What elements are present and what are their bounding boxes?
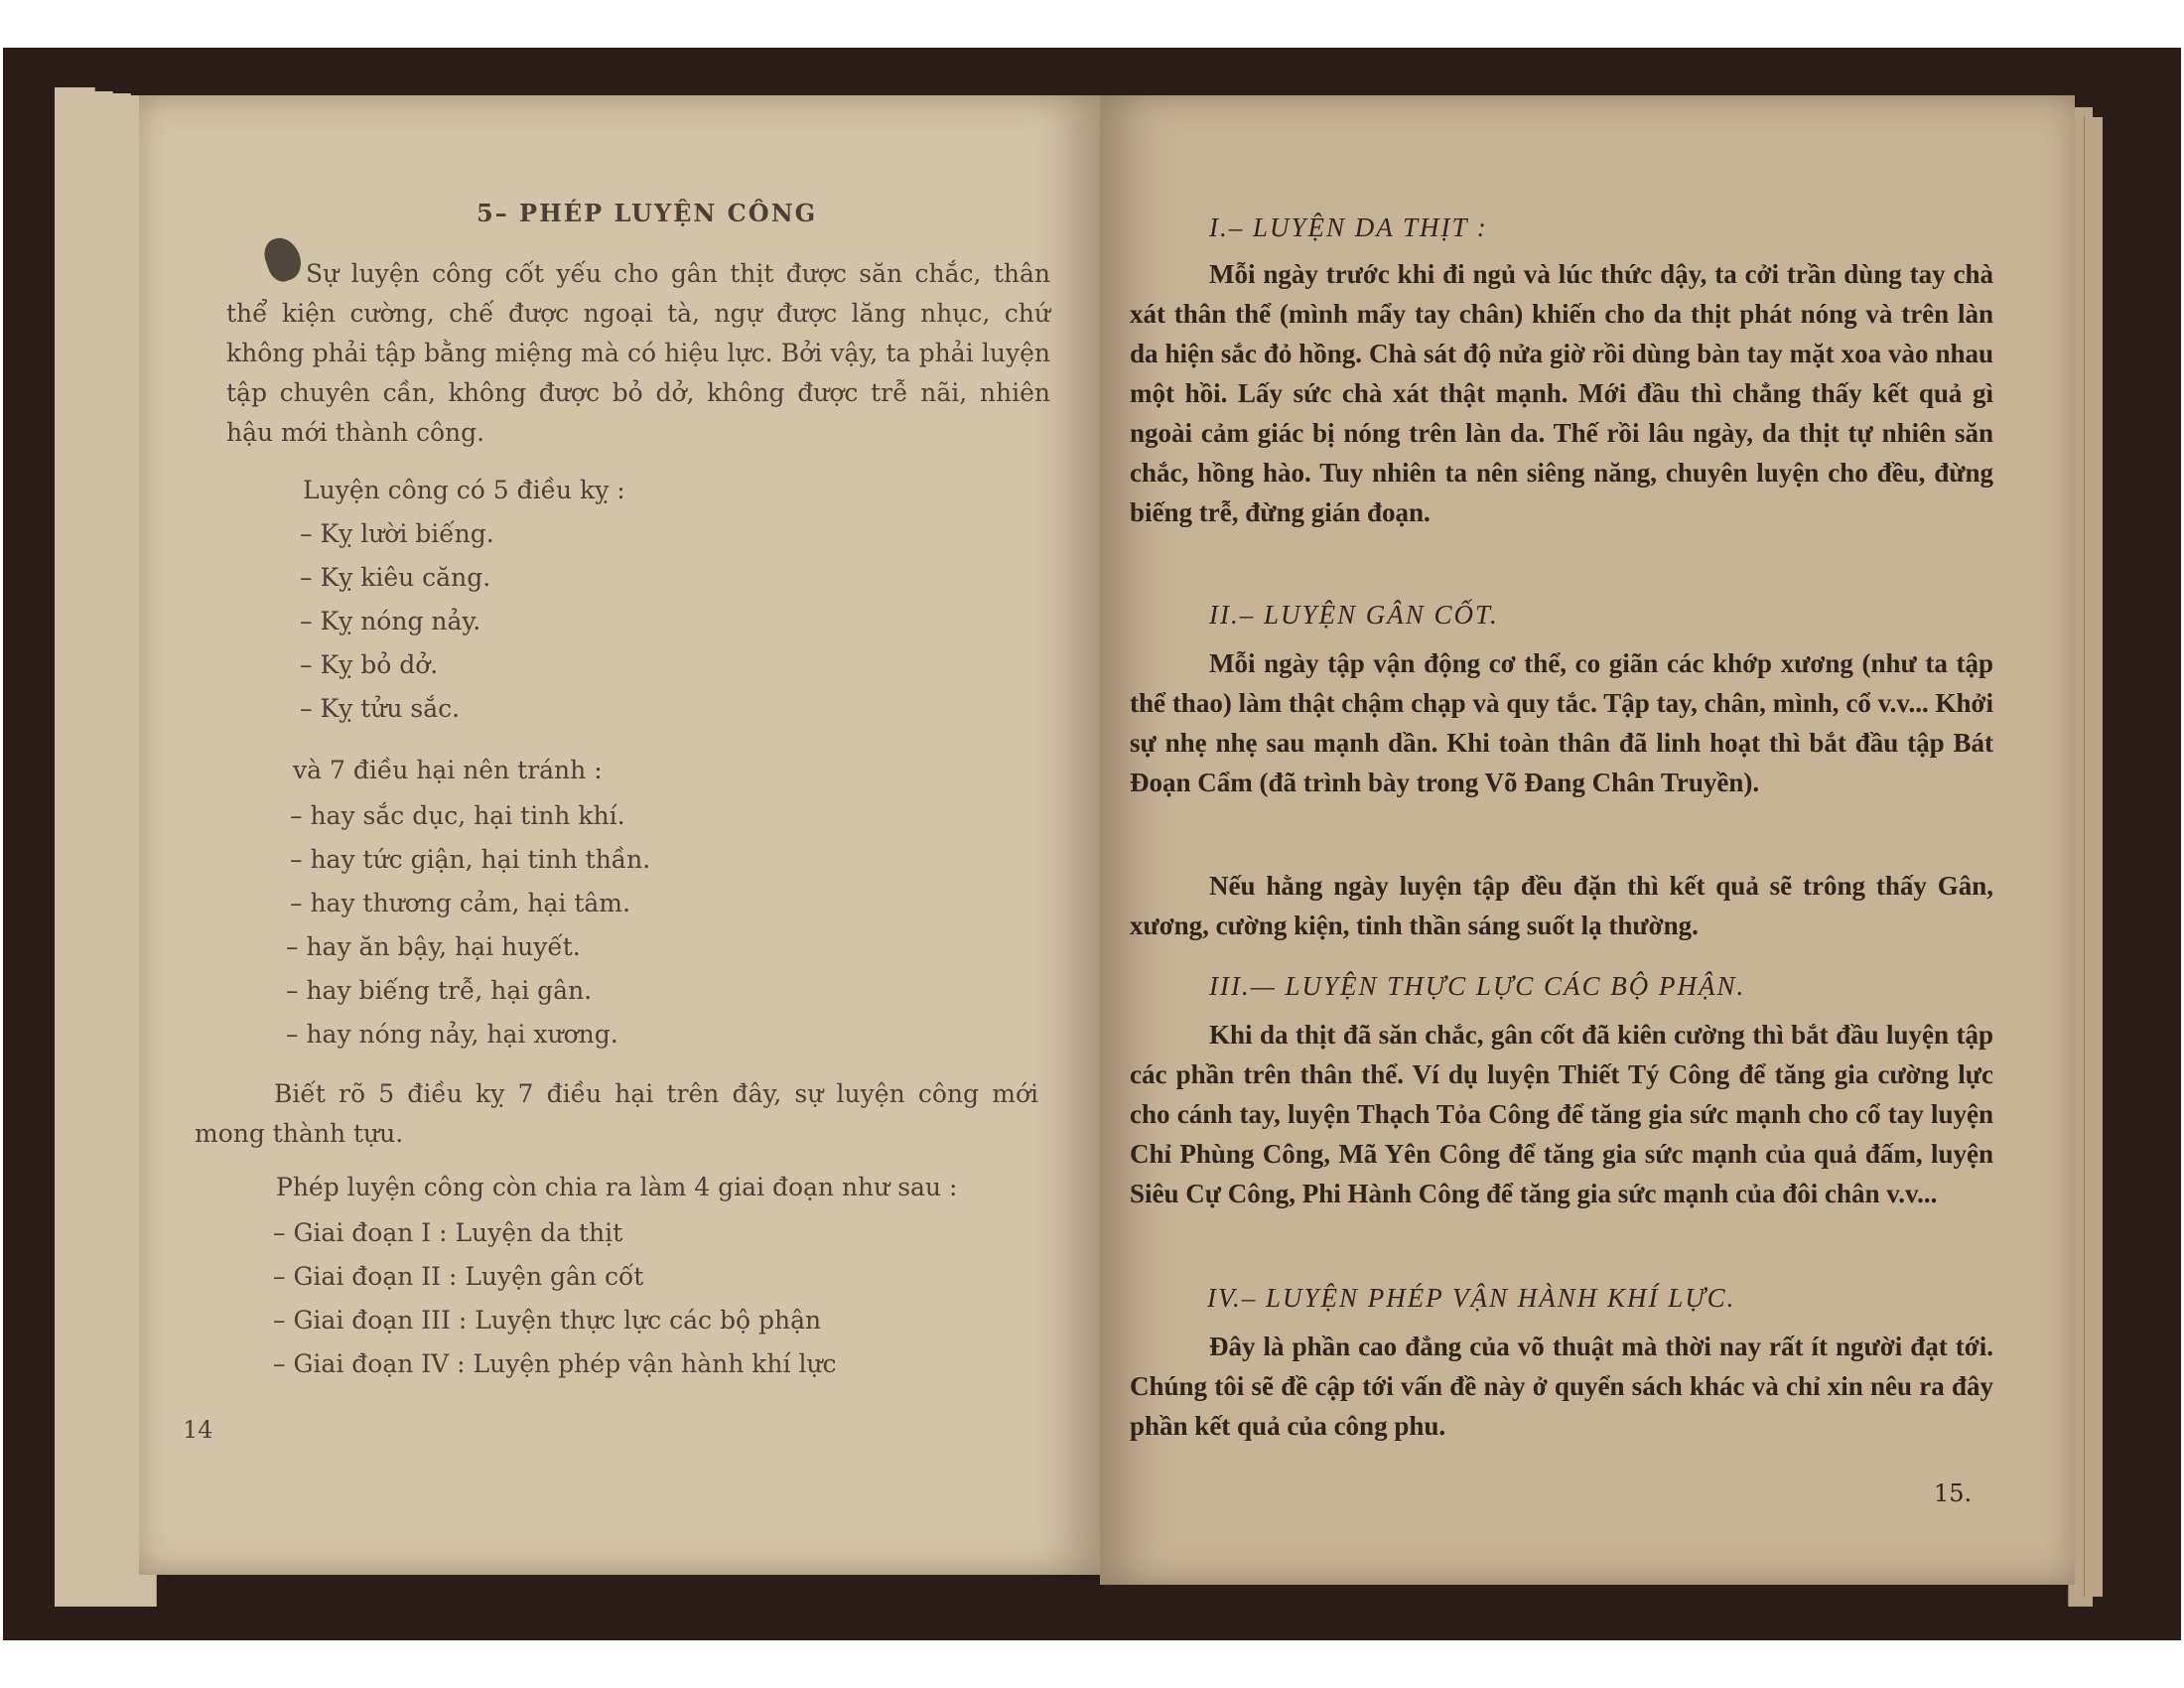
ky-item: – Kỵ nóng nảy. [300,607,481,635]
hai-item: – hay ăn bậy, hại huyết. [286,932,581,961]
page-number: 15. [1934,1479,1973,1507]
section-4-text: Đây là phần cao đẳng của võ thuật mà thời nay rất ít người đạt tới. Chúng tôi sẽ đề cập tới vấn đề này ở quyển sách khác và chỉ xin nêu ra đây phần kết quả của công phu. [1130,1332,1993,1441]
hai-item: – hay tức giận, hại tinh thần. [290,845,651,874]
ky-item: – Kỵ tửu sắc. [300,694,461,723]
ky-intro: Luyện công có 5 điều kỵ : [303,476,625,504]
page-edge [2084,117,2103,1597]
ky-item: – Kỵ kiêu căng. [300,563,491,592]
phase-item: – Giai đoạn II : Luyện gân cốt [273,1262,644,1291]
phase-item: – Giai đoạn III : Luyện thực lực các bộ phận [273,1306,822,1335]
hai-item: – hay sắc dục, hại tinh khí. [290,801,625,830]
ky-item: – Kỵ bỏ dở. [300,650,439,679]
chapter-heading: 5– PHÉP LUYỆN CÔNG [477,199,818,227]
ky-item: – Kỵ lười biếng. [300,519,494,548]
section-2-text-2: Nếu hằng ngày luyện tập đều đặn thì kết quả sẽ trông thấy Gân, xương, cường kiện, tinh thần sáng suốt lạ thường. [1130,871,1993,940]
summary-paragraph: Biết rõ 5 điều kỵ 7 điều hại trên đây, sự luyện công mới mong thành tựu. [195,1079,1038,1148]
page-number: 14 [183,1416,213,1444]
hai-item: – hay biếng trễ, hại gân. [286,976,593,1005]
section-3-text: Khi da thịt đã săn chắc, gân cốt đã kiên cường thì bắt đầu luyện tập các phần trên thân thể. Ví dụ luyện Thiết Tý Công để tăng gia cường lực cho cánh tay, luyện Thạch Tỏa Công để tăng gia sức mạnh cho cổ tay luyện Chỉ Phùng Công, Mã Yên Công để tăng gia sức mạnh của quả đấm, luyện Siêu Cự Công, Phi Hành Công để tăng gia sức mạnh của đôi chân v.v... [1130,1020,1993,1208]
section-1-title: I.– LUYỆN DA THỊT : [1209,212,1488,242]
phase-item: – Giai đoạn IV : Luyện phép vận hành khí lực [273,1349,837,1378]
section-1-text: Mỗi ngày trước khi đi ngủ và lúc thức dậy, ta cởi trần dùng tay chà xát thân thể (mình mẩy tay chân) khiến cho da thịt phát nóng và trên làn da hiện sắc đỏ hồng. Chà sát độ nửa giờ rồi dùng bàn tay mặt xoa vào nhau một hồi. Lấy sức chà xát thật mạnh. Mới đầu thì chẳng thấy kết quả gì ngoài cảm giác bị nóng trên làn da. Thế rồi lâu ngày, da thịt tự nhiên săn chắc, hồng hào. Tuy nhiên ta nên siêng năng, chuyên luyện cho đều, đừng biếng trễ, đừng gián đoạn. [1130,259,1993,527]
hai-intro: và 7 điều hại nên tránh : [293,756,603,784]
section-4-title: IV.– LUYỆN PHÉP VẬN HÀNH KHÍ LỰC. [1207,1283,1736,1313]
left-page [139,95,1102,1575]
hai-item: – hay nóng nảy, hại xương. [286,1020,618,1049]
hai-item: – hay thương cảm, hại tâm. [290,889,630,917]
section-3-title: III.— LUYỆN THỰC LỰC CÁC BỘ PHẬN. [1209,971,1746,1001]
right-page [1100,95,2075,1585]
phases-intro: Phép luyện công còn chia ra làm 4 giai đoạn như sau : [276,1173,958,1201]
phase-item: – Giai đoạn I : Luyện da thịt [273,1218,623,1247]
section-2-text: Mỗi ngày tập vận động cơ thể, co giãn các khớp xương (như ta tập thể thao) làm thật chậm chạp và quy tắc. Tập tay, chân, mình, cổ v.v... Khởi sự nhẹ nhẹ sau mạnh dần. Khi toàn thân đã linh hoạt thì bắt đầu tập Bát Đoạn Cẩm (đã trình bày trong Võ Đang Chân Truyền). [1130,648,1993,797]
section-2-title: II.– LUYỆN GÂN CỐT. [1209,600,1499,630]
intro-paragraph: Sự luyện công cốt yếu cho gân thịt được săn chắc, thân thể kiện cường, chế được ngoại tà, ngự được lăng nhục, chứ không phải tập bằng miệng mà có hiệu lực. Bởi vậy, ta phải luyện tập chuyên cần, không được bỏ dở, không được trễ nãi, nhiên hậu mới thành công. [226,259,1050,447]
